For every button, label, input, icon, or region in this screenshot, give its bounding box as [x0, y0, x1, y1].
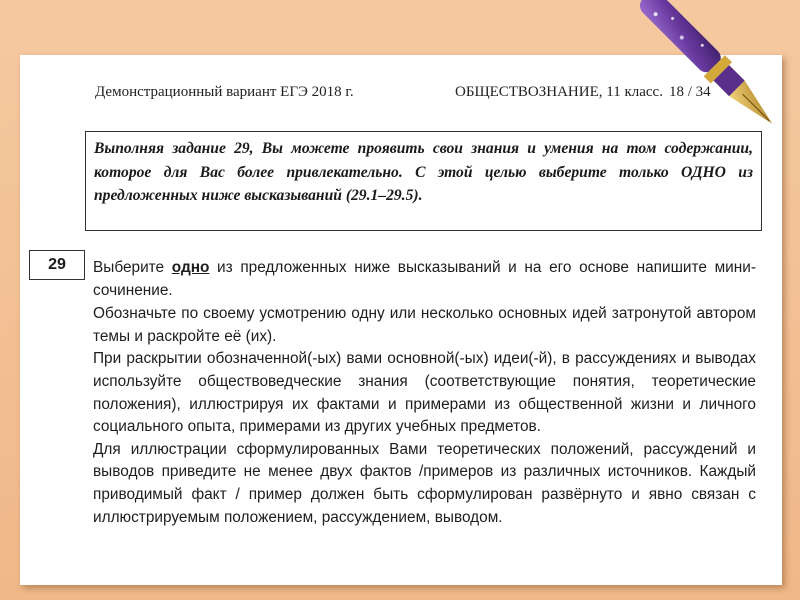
task-body [93, 257, 756, 529]
fountain-pen-icon [630, 0, 800, 150]
document-header-title: Демонстрационный вариант ЕГЭ 2018 г. [95, 84, 354, 100]
task-p1-end: из предложенных ниже высказываний и на его основе напишите мини-сочинение. [93, 259, 756, 299]
page-counter: 18 / 34 [668, 84, 711, 100]
task-p1-start: Выберите [93, 259, 172, 276]
subject-label: ОБЩЕСТВОЗНАНИЕ, 11 класс. [455, 84, 663, 100]
task-paragraph-2: Обозначьте по своему усмотрению одну или несколько основных идей затронутой автором темы и раскройте её (их). [93, 305, 756, 345]
task-paragraph-1 [93, 257, 756, 302]
task-paragraph-3: При раскрытии обозначенной(-ых) вами основной(-ых) идеи(-й), в рассуждениях и выводах используйте обществоведческие знания (соответствующие понятия, теоретические положения), иллюстрируя их фактами и примерами из общественной жизни и личного социального опыта, примерами из других учебных предметов. [93, 350, 756, 436]
task-paragraph-4: Для иллюстрации сформулированных Вами теоретических положений, рассуждений и выводов приведите не менее двух фактов /примеров из различных источников. Каждый приводимый факт / пример должен быть сформулирован развёрнуто и явно связан с иллюстрируемым положением, рассуждением, выводом. [93, 440, 756, 526]
task-number-box: 29 [29, 250, 85, 280]
instruction-text: Выполняя задание 29, Вы можете проявить свои знания и умения на том содержании, которое для Вас более привлекательно. С этой целью выберите только ОДНО из предложенных ниже высказываний (29.1–29.5). [94, 140, 753, 204]
task-p1-emphasis: одно [171, 259, 210, 276]
